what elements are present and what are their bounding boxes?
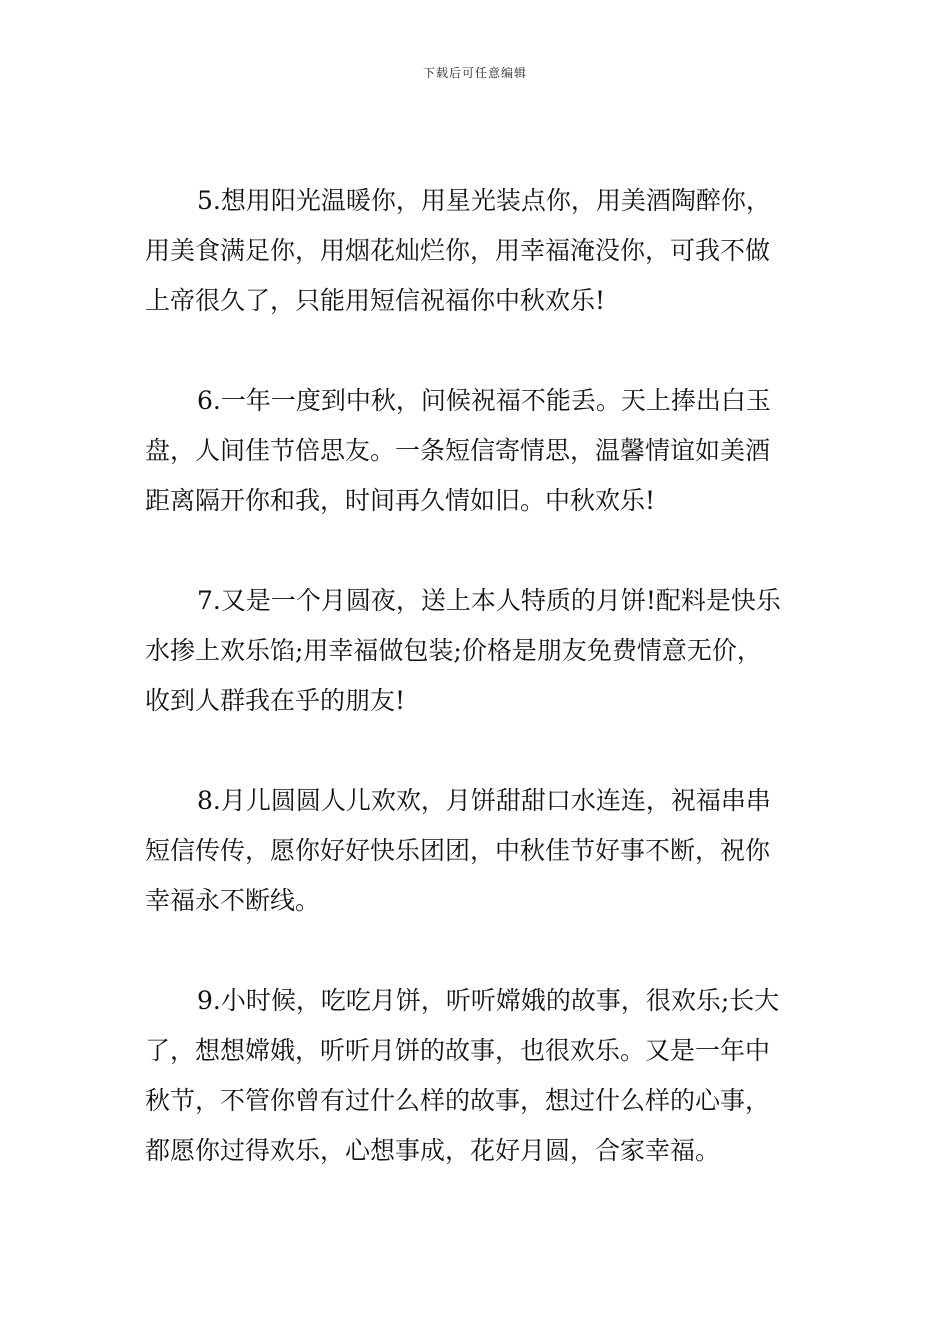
page-header: 下载后可任意编辑 xyxy=(422,66,527,80)
paragraph-line: 短信传传，愿你好好快乐团团，中秋佳节好事不断，祝你 xyxy=(145,836,771,865)
paragraph-8 xyxy=(145,776,817,926)
paragraph-line: 9.小时候，吃吃月饼，听听嫦娥的故事，很欢乐;长大 xyxy=(197,986,780,1015)
paragraph-line: 上帝很久了，只能用短信祝福你中秋欢乐! xyxy=(145,286,606,315)
paragraph-line: 用美食满足你，用烟花灿烂你，用幸福淹没你，可我不做 xyxy=(145,236,771,265)
paragraph-line: 6.一年一度到中秋，问候祝福不能丢。天上捧出白玉 xyxy=(197,386,771,415)
paragraph-line: 都愿你过得欢乐，心想事成，花好月圆，合家幸福。 xyxy=(145,1136,721,1165)
paragraph-7 xyxy=(145,576,817,726)
document-body xyxy=(145,176,817,1226)
paragraph-6 xyxy=(145,376,817,526)
paragraph-line: 盘，人间佳节倍思友。一条短信寄情思，温馨情谊如美酒 xyxy=(145,436,771,465)
paragraph-line: 7.又是一个月圆夜，送上本人特质的月饼!配料是快乐 xyxy=(197,586,781,615)
paragraph-line: 幸福永不断线。 xyxy=(145,886,321,915)
paragraph-5 xyxy=(145,176,817,326)
paragraph-line: 8.月儿圆圆人儿欢欢，月饼甜甜口水连连，祝福串串 xyxy=(197,786,771,815)
paragraph-line: 距离隔开你和我，时间再久情如旧。中秋欢乐! xyxy=(145,486,656,515)
paragraph-line: 5.想用阳光温暖你，用星光装点你，用美酒陶醉你， xyxy=(197,186,771,215)
paragraph-9 xyxy=(145,976,817,1176)
paragraph-line: 了，想想嫦娥，听听月饼的故事，也很欢乐。又是一年中 xyxy=(145,1036,771,1065)
paragraph-line: 秋节，不管你曾有过什么样的故事，想过什么样的心事， xyxy=(145,1086,771,1115)
paragraph-line: 水掺上欢乐馅;用幸福做包装;价格是朋友免费情意无价， xyxy=(145,636,762,665)
paragraph-line: 收到人群我在乎的朋友! xyxy=(145,686,406,715)
